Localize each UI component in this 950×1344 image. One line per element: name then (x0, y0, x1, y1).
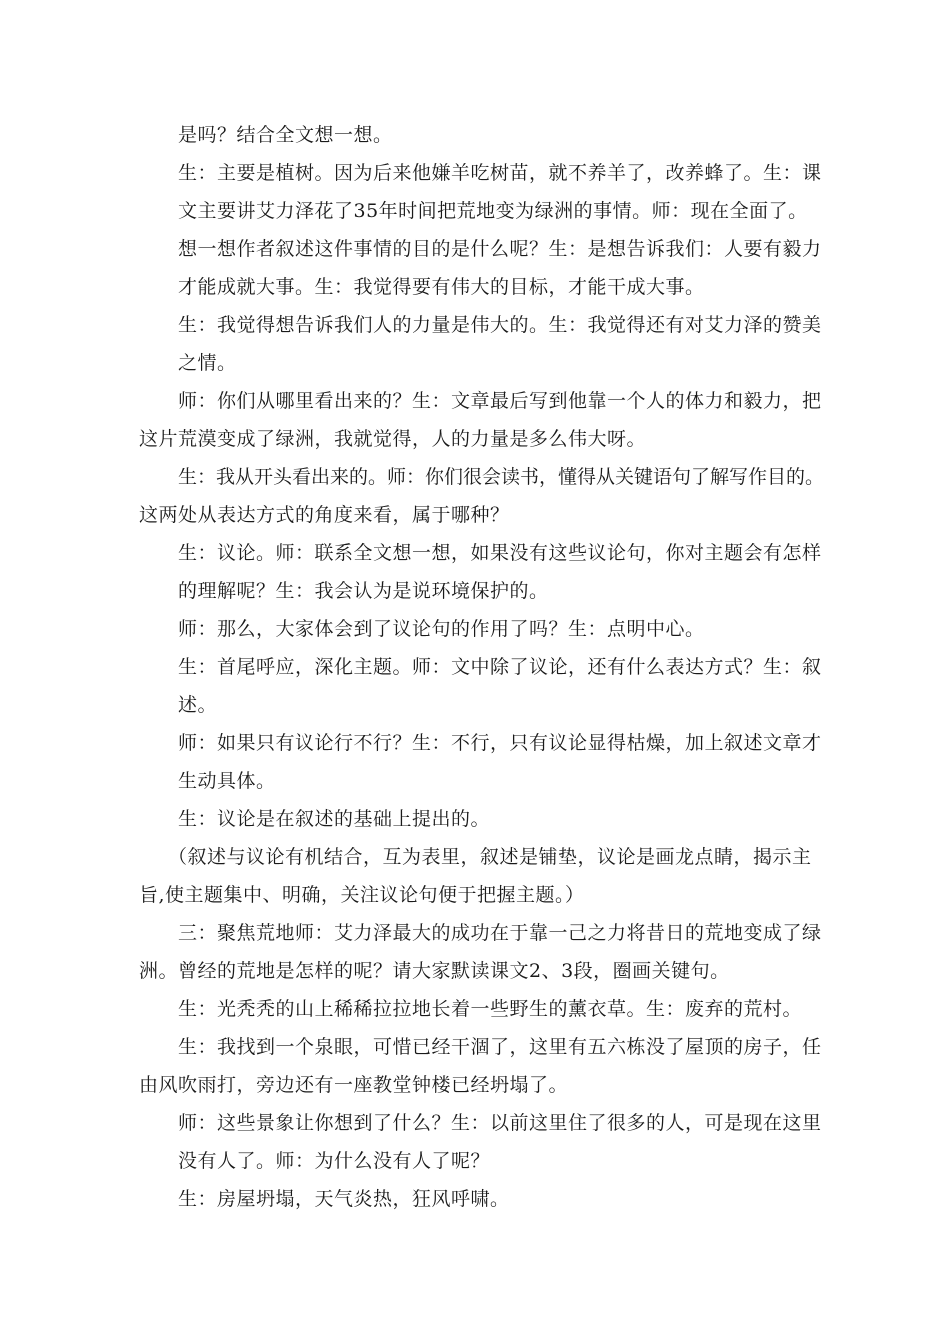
text-line: 这两处从表达方式的角度来看，属于哪种？ (139, 504, 510, 526)
text-line: 生：我觉得想告诉我们人的力量是伟大的。生：我觉得还有对艾力泽的赞美 (178, 314, 822, 336)
text-line: 才能成就大事。生：我觉得要有伟大的目标，才能干成大事。 (178, 276, 705, 298)
text-line: 生：议论是在叙述的基础上提出的。 (178, 808, 491, 830)
text-line: 生：光秃秃的山上稀稀拉拉地长着一些野生的薰衣草。生：废弃的荒村。 (178, 998, 803, 1020)
text-line: 旨,使主题集中、明确，关注议论句便于把握主题。） (139, 884, 585, 906)
text-line: 没有人了。师：为什么没有人了呢？ (178, 1150, 491, 1172)
text-line: 师：如果只有议论行不行？生：不行，只有议论显得枯燥，加上叙述文章才 (178, 732, 822, 754)
text-line: 生：房屋坍塌，天气炎热，狂风呼啸。 (178, 1188, 510, 1210)
text-line: 生：议论。师：联系全文想一想，如果没有这些议论句，你对主题会有怎样 (178, 542, 822, 564)
text-line: 的理解呢？生：我会认为是说环境保护的。 (178, 580, 549, 602)
text-line: 师：你们从哪里看出来的？生：文章最后写到他靠一个人的体力和毅力，把 (178, 390, 822, 412)
text-line: 生：我从开头看出来的。师：你们很会读书，懂得从关键语句了解写作目的。 (178, 466, 825, 488)
text-line: （叙述与议论有机结合，互为表里，叙述是铺垫，议论是画龙点睛，揭示主 (168, 846, 812, 868)
text-line: 生：首尾呼应，深化主题。师：文中除了议论，还有什么表达方式？生：叙 (178, 656, 822, 678)
text-line: 生：主要是植树。因为后来他嫌羊吃树苗，就不养羊了，改养蜂了。生：课 (178, 162, 822, 184)
text-line: 生动具体。 (178, 770, 276, 792)
text-line: 是吗？结合全文想一想。 (178, 124, 393, 146)
text-line: 述。 (178, 694, 218, 716)
text-line: 文主要讲艾力泽花了35年时间把荒地变为绿洲的事情。师：现在全面了。 (178, 200, 808, 222)
text-line: 师：那么，大家体会到了议论句的作用了吗？生：点明中心。 (178, 618, 705, 640)
text-line: 想一想作者叙述这件事情的目的是什么呢？生：是想告诉我们：人要有毅力 (178, 238, 822, 260)
text-line: 三：聚焦荒地师：艾力泽最大的成功在于靠一己之力将昔日的荒地变成了绿 (178, 922, 822, 944)
text-line: 这片荒漠变成了绿洲，我就觉得，人的力量是多么伟大呀。 (139, 428, 647, 450)
text-line: 生：我找到一个泉眼，可惜已经干涸了，这里有五六栋没了屋顶的房子，任 (178, 1036, 822, 1058)
text-line: 师：这些景象让你想到了什么？生：以前这里住了很多的人，可是现在这里 (178, 1112, 822, 1134)
text-line: 由风吹雨打，旁边还有一座教堂钟楼已经坍塌了。 (139, 1074, 569, 1096)
text-line: 之情。 (178, 352, 237, 374)
text-line: 洲。曾经的荒地是怎样的呢？请大家默读课文2、3段，圈画关键句。 (139, 960, 730, 982)
